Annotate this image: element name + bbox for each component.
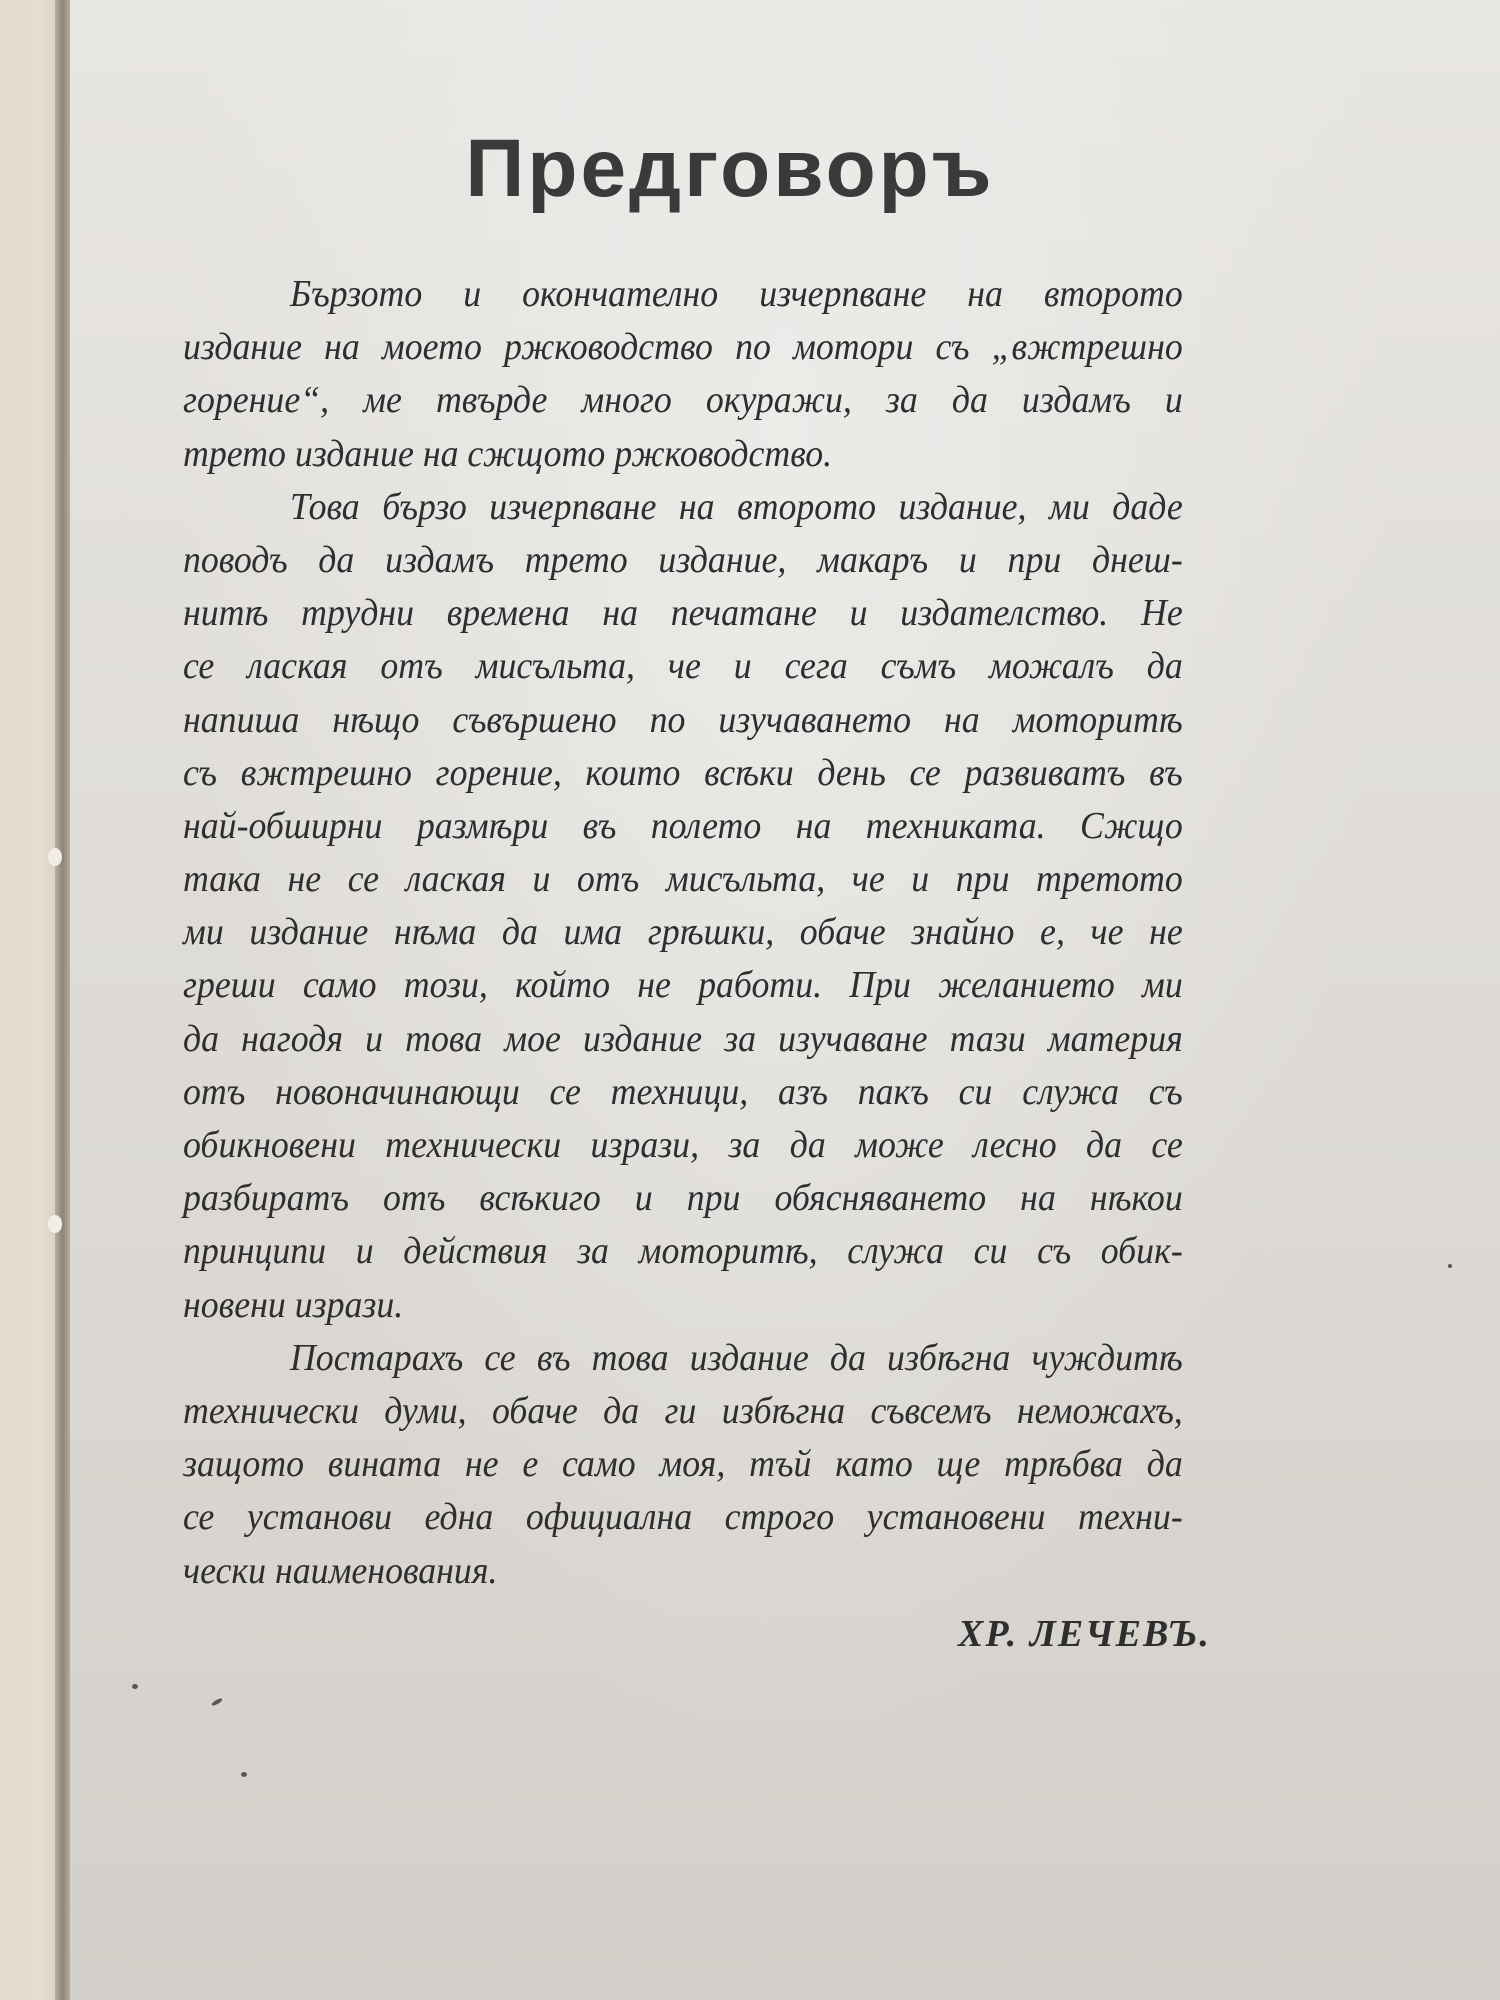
text-line: защото вината не е само моя, тъй като ще трѣбва да [183,1443,1183,1486]
text-line: съ вжтрешно горение, които всѣки день се развиватъ въ [183,751,1183,794]
paper-speck [1448,1264,1452,1268]
paragraph [183,481,1433,1332]
text-line: нитѣ трудни времена на печатане и издателство. Не [183,592,1183,635]
text-line: така не се лаская и отъ мисъльта, че и при третото [183,858,1183,901]
text-line: горение“, ме твърде много окуражи, за да издамъ и [183,379,1183,422]
binding-stitch [48,1215,62,1233]
text-line: принципи и действия за моторитѣ, служа си съ обик- [183,1230,1183,1273]
book-page [70,0,1500,2000]
text-line: новени изрази. [183,1283,404,1326]
author-signature: ХР. ЛЕЧЕВЪ. [958,1613,1211,1655]
text-line: отъ новоначинающи се техници, азъ пакъ си служа съ [183,1070,1183,1113]
paragraph [183,268,1433,481]
preface-body [183,268,1433,1598]
text-line: технически думи, обаче да ги избѣгна съвсемъ неможахъ, [183,1389,1183,1432]
text-line: да нагодя и това мое издание за изучаване тази материя [183,1017,1183,1060]
text-line: издание на моето ржководство по мотори съ „вжтрешно [183,326,1183,369]
text-line: разбиратъ отъ всѣкиго и при обясняването на нѣкои [183,1177,1183,1220]
paper-speck [241,1772,247,1777]
paper-speck [211,1697,223,1706]
text-line: Постарахъ се въ това издание да избѣгна чуждитѣ [289,1336,1183,1379]
paper-speck [132,1684,138,1689]
previous-page-edge [0,0,60,2000]
text-line: обикновени технически изрази, за да може лесно да се [183,1124,1183,1166]
text-line: най-обширни размѣри въ полето на техниката. Сжщо [183,804,1183,847]
text-line: трето издание на сжщото ржководство. [183,432,833,475]
binding-stitch [48,848,62,866]
text-line: Бързото и окончателно изчерпване на второто [289,273,1183,315]
text-line: напиша нѣщо съвършено по изучаването на моторитѣ [183,698,1183,741]
text-line: Това бързо изчерпване на второто издание, ми даде [289,485,1183,528]
text-line: се лаская отъ мисъльта, че и сега съмъ можалъ да [183,645,1183,688]
text-line: ми издание нѣма да има грѣшки, обаче знайно е, че не [183,911,1183,954]
paragraph [183,1332,1433,1598]
text-line: се установи една официална строго установени техни- [183,1496,1183,1539]
text-line: поводъ да издамъ трето издание, макаръ и при днеш- [183,538,1183,581]
page-title: Предговоръ [465,123,995,214]
text-line: греши само този, който не работи. При желанието ми [183,964,1183,1007]
text-line: чески наименования. [183,1549,498,1592]
